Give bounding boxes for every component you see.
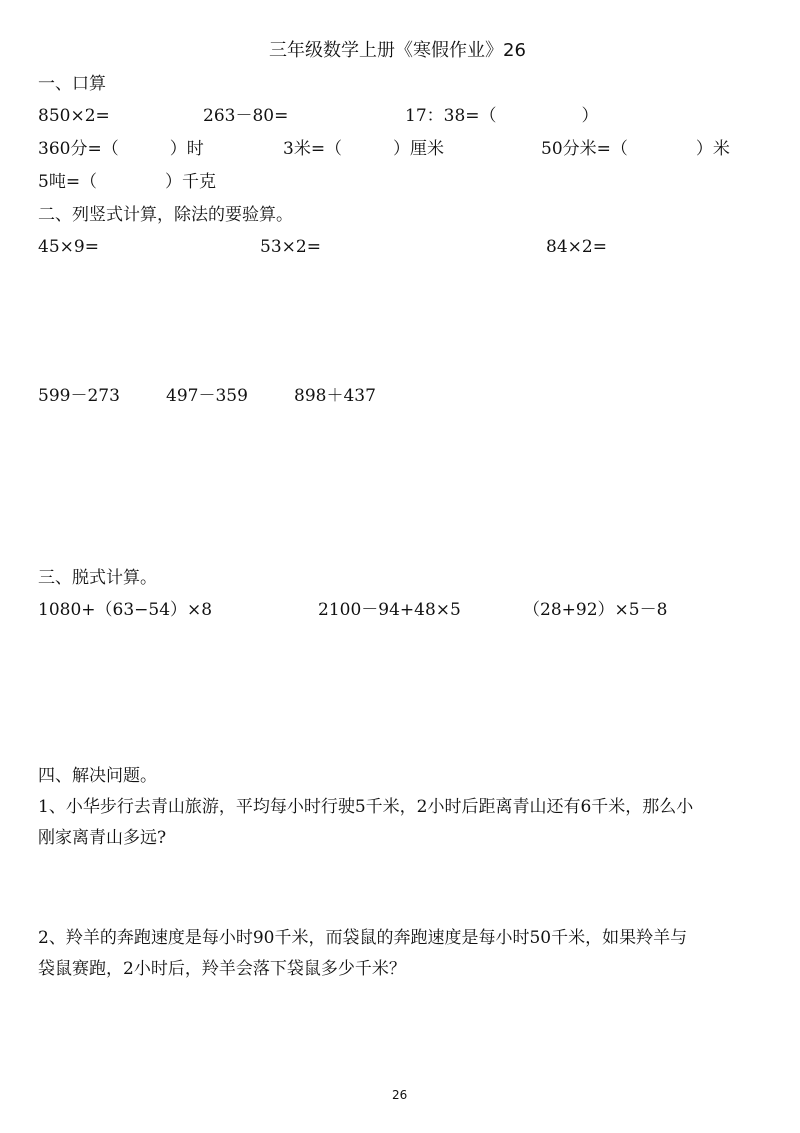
page-title: 三年级数学上册《寒假作业》26 — [269, 40, 526, 61]
problem-1-line-1: 1、小华步行去青山旅游，平均每小时行驶5千米，2小时后距离青山还有6千米，那么小 — [38, 797, 694, 817]
stepwise-item: （28+92）×5－8 — [523, 600, 668, 620]
oral-item: 50分米=（ ）米 — [541, 139, 730, 159]
oral-item: 263－80= — [203, 106, 289, 126]
section-oral-heading: 一、口算 — [38, 74, 106, 94]
oral-item: 5吨=（ ）千克 — [38, 172, 217, 192]
problem-2-line-2: 袋鼠赛跑，2小时后，羚羊会落下袋鼠多少千米？ — [38, 959, 406, 979]
oral-item: 3米=（ ）厘米 — [283, 139, 445, 159]
oral-item: 360分=（ ）时 — [38, 139, 204, 159]
section-vertical-heading: 二、列竖式计算，除法的要验算。 — [38, 205, 293, 225]
problem-1 — [38, 799, 768, 847]
problem-2-line-1: 2、羚羊的奔跑速度是每小时90千米，而袋鼠的奔跑速度是每小时50千米，如果羚羊与 — [38, 928, 688, 948]
vertical-item: 497－359 — [166, 386, 248, 406]
problem-2 — [38, 930, 768, 978]
vertical-item: 45×9= — [38, 237, 99, 257]
problem-1-line-2: 刚家离青山多远? — [38, 828, 167, 848]
vertical-item: 599－273 — [38, 386, 120, 406]
section-problems-heading: 四、解决问题。 — [38, 766, 157, 786]
vertical-item: 898＋437 — [294, 386, 376, 406]
oral-item: 850×2= — [38, 106, 110, 126]
page-number: 26 — [392, 1088, 408, 1102]
stepwise-item: 1080+（63−54）×8 — [38, 600, 213, 620]
vertical-item: 84×2= — [546, 237, 607, 257]
section-stepwise-heading: 三、脱式计算。 — [38, 568, 157, 588]
vertical-item: 53×2= — [260, 237, 321, 257]
oral-item: 17：38=（ ） — [405, 106, 599, 126]
stepwise-item: 2100－94+48×5 — [318, 600, 461, 620]
